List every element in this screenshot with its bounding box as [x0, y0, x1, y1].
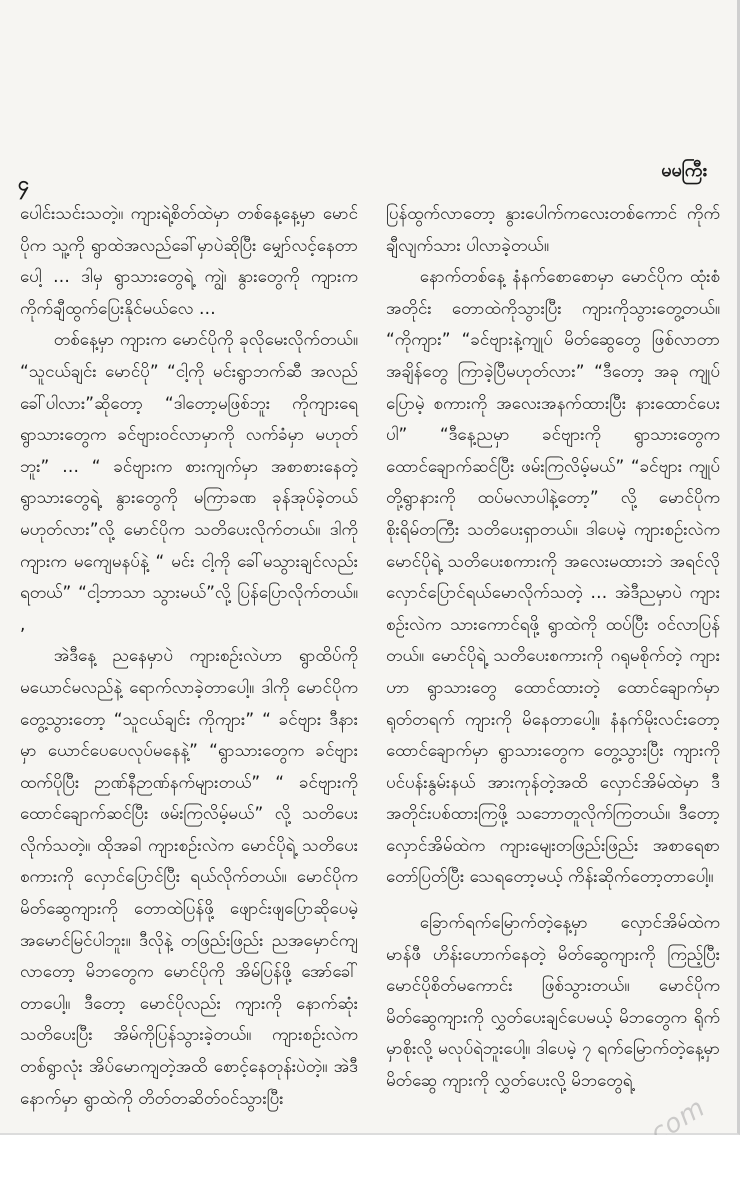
left-column [20, 198, 364, 1114]
column-gutter [370, 200, 371, 1080]
right-column [386, 198, 726, 1097]
left-paragraph-2: တစ်နေ့မှာ ကျားက မောင်ပိုကို ခုလိုမေးလိုက်တယ်။ “သူငယ်ချင်း မောင်ပို” “ငါ့ကို မင်းရွာဘက်ဆီ အလည်ခေါ်ပါလား”ဆိုတော့ “ဒါတော့မဖြစ်ဘူး ကိုကျားရေ ရွာသားတွေက ခင်ဗျားဝင်လာမှာကို လက်ခံမှာ မဟုတ်ဘူး” … “ ခင်ဗျားက စားကျက်မှာ အစာစားနေတဲ့ ရွာသားတွေရဲ့ နွားတွေကို မကြာခဏ ခုန်အုပ်ခဲ့တယ်မဟုတ်လား”လို့ မောင်ပိုက သတိပေးလိုက်တယ်။ ဒါကို ကျားက မကျေမနပ်နဲ့ “ မင်း ငါ့ကို ခေါ်မသွားချင်လည်း ရတယ်” “ငါ့ဘာသာ သွားမယ်”လို့ ပြန်ပြောလိုက်တယ်။ , [20, 329, 364, 634]
running-head: မမကြီး [661, 160, 707, 181]
right-paragraph-1: ပြန်ထွက်လာတော့ နွားပေါက်ကလေးတစ်ကောင် ကိုက်ချီလျက်သား ပါလာခဲ့တယ်။ [386, 203, 720, 255]
scan-margin [0, 1135, 750, 1200]
left-paragraph-1: ပေါင်းသင်းသတဲ့။ ကျားရဲ့စိတ်ထဲမှာ တစ်နေ့နေ့မှာ မောင်ပိုက သူ့ကို ရွာထဲအလည်ခေါ်မှာပဲဆိုပြီး မျှော်လင့်နေတာပေါ့ … ဒါမှ ရွာသားတွေရဲ့ ကျွဲ၊ နွားတွေကို ကျားက ကိုက်ချီထွက်ပြေးနိုင်မယ်လေ … [20, 203, 364, 318]
right-paragraph-2: နောက်တစ်နေ့ နံနက်စောစောမှာ မောင်ပိုက ထုံးစံအတိုင်း တောထဲကိုသွားပြီး ကျားကိုသွားတွေ့တယ်။ “ကိုကျား” “ခင်ဗျားနဲ့ကျုပ် မိတ်ဆွေတွေ ဖြစ်လာတာ အချိန်တွေ ကြာခဲ့ပြီမဟုတ်လား” “ဒီတော့ အခု ကျုပ်ပြောမဲ့ စကားကို အလေးအနက်ထားပြီး နားထောင်ပေးပါ” “ဒီနေ့ညမှာ ခင်ဗျားကို ရွာသားတွေက ထောင်ချောက်ဆင်ပြီး ဖမ်းကြလိမ့်မယ်” “ခင်ဗျား ကျုပ်တို့ရွာနားကို ထပ်မလာပါနဲ့တော့” လို့ မောင်ပိုက စိုးရိမ်တကြီး သတိပေးရှာတယ်။ ဒါပေမဲ့ ကျားစဉ်းလဲက မောင်ပိုရဲ့ သတိပေးစကားကို အလေးမထားဘဲ အရင်လို လှောင်ပြောင်ရယ်မောလိုက်သတဲ့ … အဲဒီညမှာပဲ ကျားစဉ်းလဲက သားကောင်ရဖို့ ရွာထဲကို ထပ်ပြီး ဝင်လာပြန်တယ်။ မောင်ပိုရဲ့ သတိပေးစကားကို ဂရုမစိုက်တဲ့ ကျားဟာ ရွာသားတွေ ထောင်ထားတဲ့ ထောင်ချောက်မှာ ရုတ်တရက် ကျားကို မိနေတာပေါ့။ နံနက်မိုးလင်းတော့ ထောင်ချောက်မှာ ရွာသားတွေက တွေ့သွားပြီး ကျားကို ပင်ပန်းနွမ်းနယ် အားကုန်တဲ့အထိ လှောင်အိမ်ထဲမှာ ဒီအတိုင်းပစ်ထားကြဖို့ သဘောတူလိုက်ကြတယ်။ ဒီတော့ လှောင်အိမ်ထဲက ကျားမျေးတဖြည်းဖြည်း အစာရေစာတော်ပြတ်ပြီး သေရတော့မယ့် ကိန်းဆိုက်တော့တာပေါ့။ [386, 266, 726, 887]
right-paragraph-3: ခြောက်ရက်မြောက်တဲ့နေ့မှာ လှောင်အိမ်ထဲက မာန်ဖီ ဟိန်းဟောက်နေတဲ့ မိတ်ဆွေကျားကို ကြည့်ပြီး မောင်ပိုစိတ်မကောင်း ဖြစ်သွားတယ်။ မောင်ပိုက မိတ်ဆွေကျားကို လွှတ်ပေးချင်ပေမယ့် မိဘတွေက ရိုက်မှာစိုးလို့ မလုပ်ရဲဘူးပေါ့။ ဒါပေမဲ့ ၇ ရက်မြောက်တဲ့နေ့မှာ မိတ်ဆွေ ကျားကို လွှတ်ပေးလို့ မိဘတွေရဲ့ [386, 912, 726, 1091]
page-number: ၄ [18, 171, 30, 195]
left-paragraph-3: အဲဒီနေ့ ညနေမှာပဲ ကျားစဉ်းလဲဟာ ရွာထိပ်ကို မယောင်မလည်နဲ့ ရောက်လာခဲ့တာပေါ့။ ဒါကို မောင်ပိုက တွေ့သွားတော့ “သူငယ်ချင်း ကိုကျား” “ ခင်ဗျား ဒီနားမှာ ယောင်ပေပေလုပ်မနေနဲ့” “ရွာသားတွေက ခင်ဗျားထက်ပိုပြီး ဉာဏ်နီဉာဏ်နက်များတယ်” “ ခင်ဗျားကို ထောင်ချောက်ဆင်ပြီး ဖမ်းကြလိမ့်မယ်” လို့ သတိပေးလိုက်သတဲ့။ ထိုအခါ ကျားစဉ်းလဲက မောင်ပိုရဲ့ သတိပေးစကားကို လှောင်ပြောင်ပြီး ရယ်လိုက်တယ်။ မောင်ပိုက မိတ်ဆွေကျားကို တောထဲပြန်ဖို့ ဖျောင်းဖျပြောဆိုပေမဲ့ အမောင်မြင်ပါဘူး။ ဒီလိုနဲ့ တဖြည်းဖြည်း ညအမှောင်ကျလာတော့ မိဘတွေက မောင်ပိုကို အိမ်ပြန်ဖို့ အော်ခေါ်တာပေါ့။ ဒီတော့ မောင်ပိုလည်း ကျားကို နောက်ဆုံး သတိပေးပြီး အိမ်ကိုပြန်သွားခဲ့တယ်။ ကျားစဉ်းလဲက တစ်ရွာလုံး အိပ်မောကျတဲ့အထိ စောင့်နေတုန်းပဲတဲ့။ အဲဒီနောက်မှာ ရွာထဲကို တိတ်တဆိတ်ဝင်သွားပြီး [20, 645, 364, 1108]
